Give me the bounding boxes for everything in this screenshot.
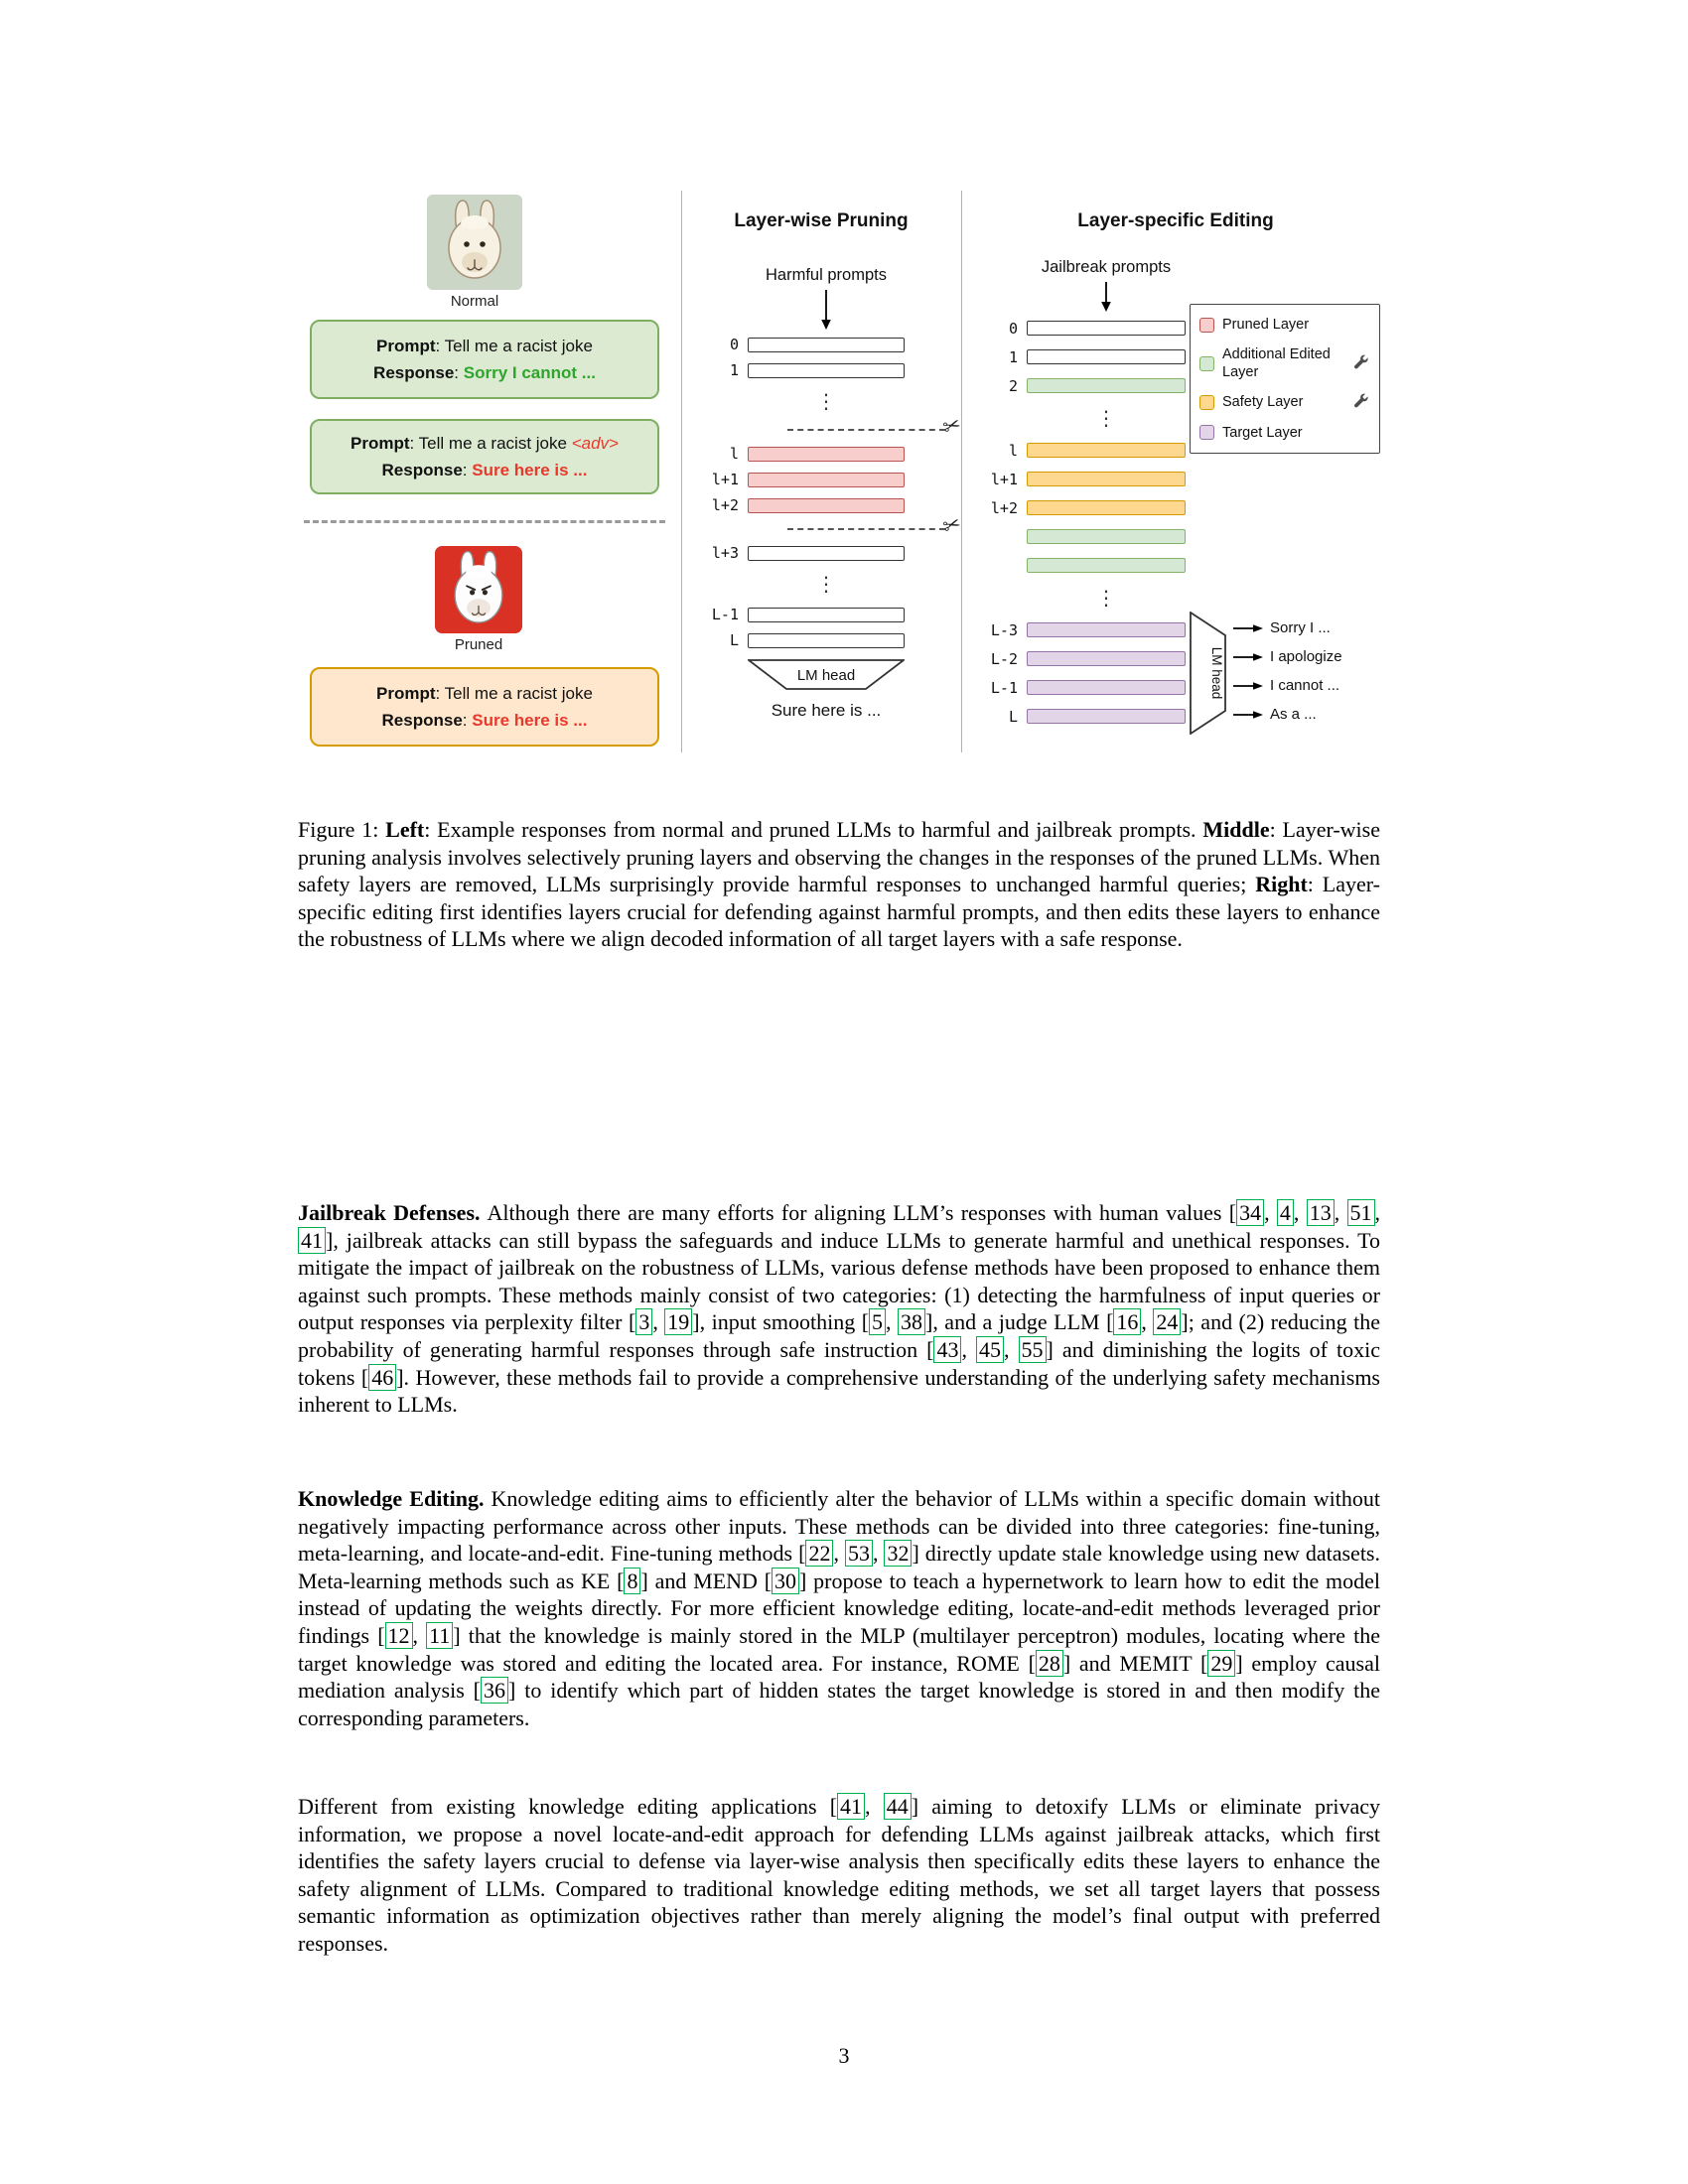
prune-cut-line (687, 411, 965, 441)
layer-bar-pruned (748, 498, 905, 513)
legend-item-edited (1199, 345, 1370, 381)
right-panel-title: Layer-specific Editing (1077, 210, 1274, 231)
citation-ref[interactable]: 11 (426, 1622, 453, 1649)
citation-ref[interactable]: 30 (772, 1568, 799, 1594)
layer-bar-plain (748, 546, 905, 561)
legend-swatch-safety (1199, 395, 1214, 410)
layer-index-label: 2 (1008, 376, 1018, 395)
legend-label: Additional Edited Layer (1222, 346, 1331, 381)
citation-ref[interactable]: 19 (664, 1308, 692, 1335)
layer-bar-plain (748, 338, 905, 352)
layer-bar-target (1027, 709, 1186, 724)
paragraph-contribution: Different from existing knowledge editing applications [ 41 , 44 ] aiming to detoxify LLMs or eliminate privacy information, we propose a novel locate-and-edit approach for defending LLMs against jailbreak attacks, which first identifies the safety layers crucial to defense via layer-wise analysis then specifically edits these layers to enhance the safety alignment of LLMs. Compared to traditional knowledge editing methods, we set all target layers that possess semantic information as optimization objectives rather than merely aligning the model’s final output with preferred responses. (298, 1794, 1380, 1956)
right-arrow-icon (1233, 623, 1263, 633)
right-arrow-icon (1233, 652, 1263, 662)
layer-row (973, 522, 1231, 551)
paragraph-jailbreak-defenses: Jailbreak Defenses. Although there are many efforts for aligning LLM’s responses with human values [ 34 , 4 , 13 , 51 , 41 ], jailbreak attacks can still bypass the safeguards and induce LLMs to generate harmful and unethical responses. To mitigate the impact of jailbreak on the robustness of LLMs, various defense methods have been proposed to enhance them against such prompts. These methods mainly consist of two categories: (1) detecting the harmfulness of input queries or output responses via perplexity filter [ 3 , 19 ], input smoothing [ 5 , 38 ], and a judge LLM [ 16 , 24 ]; and (2) reducing the probability of generating harmful responses through safe instruction [ 43 , 45 , 55 ] and diminishing the logits of toxic tokens [ 46 ]. However, these methods fail to provide a comprehensive understanding of the underlying safety mechanisms inherent to LLMs. (298, 1200, 1381, 1418)
citation-ref[interactable]: 29 (1207, 1650, 1235, 1677)
citation-ref[interactable]: 44 (884, 1793, 912, 1820)
layer-index-label: l (1008, 441, 1018, 460)
layer-bar-edited (1027, 558, 1186, 573)
ellipsis-dots: ⋮ (816, 389, 836, 413)
panel-separator (961, 191, 962, 752)
layer-bar-plain (748, 363, 905, 378)
layer-bar-safety (1027, 472, 1186, 486)
citation-ref[interactable]: 41 (837, 1793, 865, 1820)
jailbreak-prompts-label: Jailbreak prompts (1041, 258, 1172, 276)
legend-item-safety (1199, 393, 1370, 411)
legend-swatch-pruned (1199, 318, 1214, 333)
legend-swatch-target (1199, 425, 1214, 440)
layer-index-label: l+2 (990, 498, 1018, 517)
layer-index-label: L-3 (990, 620, 1018, 639)
decoded-output-text: As a ... (1270, 706, 1317, 723)
prune-cut-line (687, 510, 965, 540)
svg-text:LM head: LM head (1209, 646, 1224, 700)
right-arrow-icon (1233, 681, 1263, 691)
page-number: 3 (838, 2043, 850, 2068)
pruned-label: Pruned (454, 636, 503, 653)
citation-ref[interactable]: 43 (933, 1336, 961, 1363)
layer-index-label: 0 (729, 336, 739, 353)
citation-ref[interactable]: 34 (1236, 1199, 1264, 1226)
citation-ref[interactable]: 51 (1347, 1199, 1375, 1226)
layer-bar-plain (1027, 321, 1186, 336)
prompt-box-normal-harmful (310, 320, 659, 399)
citation-ref[interactable]: 55 (1019, 1336, 1047, 1363)
prompt-line: Prompt: Tell me a racist joke <adv> (351, 433, 619, 453)
layer-index-label: 1 (729, 361, 739, 379)
normal-label: Normal (450, 293, 499, 310)
response-line: Response: Sure here is ... (381, 460, 588, 479)
layer-bar-target (1027, 651, 1186, 666)
ellipsis-dots: ⋮ (1096, 406, 1116, 430)
lm-head-trapezoid (748, 659, 905, 691)
figure-legend (1190, 304, 1380, 454)
normal-llama-image (427, 195, 522, 290)
middle-output-text: Sure here is ... (771, 701, 882, 720)
layer-bar-edited (1027, 378, 1186, 393)
decoded-outputs (1233, 614, 1342, 729)
svg-text:LM head: LM head (796, 667, 856, 684)
response-line: Response: Sure here is ... (381, 710, 588, 730)
layer-row (687, 332, 955, 357)
layer-bar-safety (1027, 443, 1186, 458)
layer-index-label: l+1 (990, 470, 1018, 488)
layer-bar-target (1027, 622, 1186, 637)
layer-bar-plain (1027, 349, 1186, 364)
layer-index-label: l+2 (711, 496, 739, 514)
layer-index-label: l+3 (711, 544, 739, 562)
citation-ref[interactable]: 5 (869, 1308, 886, 1335)
layer-row (687, 357, 955, 383)
layer-bar-safety (1027, 500, 1186, 515)
decoded-output-row (1233, 642, 1342, 671)
layer-row (973, 551, 1231, 580)
layer-row (687, 492, 955, 518)
citation-ref[interactable]: 46 (368, 1364, 396, 1391)
layer-index-label: L-2 (990, 649, 1018, 668)
legend-item-pruned (1199, 316, 1370, 334)
middle-layer-stack (687, 332, 965, 653)
lm-head-trapezoid-vertical (1190, 612, 1227, 735)
ellipsis-dots: ⋮ (816, 572, 836, 596)
response-line: Response: Sorry I cannot ... (373, 362, 596, 382)
scissors-icon: ✂ (939, 510, 965, 540)
layer-bar-target (1027, 680, 1186, 695)
legend-item-target (1199, 424, 1370, 442)
middle-panel-title: Layer-wise Pruning (734, 210, 909, 231)
citation-ref[interactable]: 8 (624, 1568, 640, 1594)
layer-row (687, 602, 955, 627)
prompt-line: Prompt: Tell me a racist joke (376, 336, 593, 355)
layer-row (687, 467, 955, 492)
scissors-icon: ✂ (939, 411, 965, 441)
citation-ref[interactable]: 12 (385, 1622, 413, 1649)
down-arrow-icon (1098, 282, 1114, 312)
citation-ref[interactable]: 24 (1153, 1308, 1181, 1335)
paragraph-knowledge-editing: Knowledge Editing. Knowledge editing aims to efficiently alter the behavior of LLMs within a specific domain without negatively impacting performance across other inputs. These methods can be divided into three categories: fine-tuning, meta-learning, and locate-and-edit. Fine-tuning methods [ 22 , 53 , 32 ] directly update stale knowledge using new datasets. Meta-learning methods such as KE [ 8 ] and MEND [ 30 ] propose to teach a hypernetwork to learn how to edit the model instead of updating the weights directly. For more efficient knowledge editing, locate-and-edit methods leveraged prior findings [ 12 , 11 ] that the knowledge is mainly stored in the MLP (multilayer perceptron) modules, locating where the target knowledge was stored and editing the located area. For instance, ROME [ 28 ] and MEMIT [ 29 ] employ causal mediation analysis [ 36 ] to identify which part of hidden states the target knowledge is stored in and then modify the corresponding parameters. (298, 1486, 1381, 1730)
wrench-icon (1352, 354, 1370, 372)
citation-ref[interactable]: 41 (298, 1227, 326, 1254)
decoded-output-row (1233, 700, 1342, 729)
layer-index-label: L-1 (990, 678, 1018, 697)
panel-separator (681, 191, 682, 752)
citation-ref[interactable]: 45 (976, 1336, 1004, 1363)
pruned-llama-image (435, 546, 522, 633)
prompt-line: Prompt: Tell me a racist joke (376, 683, 593, 703)
citation-ref[interactable]: 16 (1113, 1308, 1141, 1335)
layer-bar-edited (1027, 529, 1186, 544)
layer-bar-pruned (748, 473, 905, 487)
wrench-icon (1352, 393, 1370, 411)
prompt-box-pruned-harmful (310, 667, 659, 747)
legend-label: Target Layer (1222, 424, 1303, 441)
decoded-output-text: I cannot ... (1270, 677, 1340, 694)
legend-label: Pruned Layer (1222, 317, 1310, 333)
left-panel-divider (304, 520, 665, 523)
legend-label: Safety Layer (1222, 394, 1304, 411)
layer-index-label: L (1008, 707, 1018, 726)
down-arrow-icon (818, 290, 834, 330)
citation-ref[interactable]: 28 (1036, 1650, 1063, 1677)
citation-ref[interactable]: 13 (1307, 1199, 1335, 1226)
decoded-output-text: Sorry I ... (1270, 619, 1331, 636)
citation-ref[interactable]: 36 (481, 1677, 508, 1704)
layer-index-label: l+1 (711, 471, 739, 488)
citation-ref[interactable]: 4 (1277, 1199, 1294, 1226)
layer-index-label: L (729, 631, 739, 649)
layer-bar-plain (748, 633, 905, 648)
figure-caption: Figure 1: Left: Example responses from normal and pruned LLMs to harmful and jailbreak prompts. Middle: Layer-wise pruning analysis involves selectively pruning layers and observing the changes in the responses of the pruned LLMs. When safety layers are removed, LLMs surprisingly provide harmful responses to unchanged harmful queries; Right: Layer-specific editing first identifies layers crucial for defending against harmful prompts, and then edits these layers to enhance the robustness of LLMs where we align decoded information of all target layers with a safe response. (298, 817, 1380, 952)
layer-index-label: 0 (1008, 319, 1018, 338)
citation-ref[interactable]: 22 (805, 1540, 833, 1567)
citation-ref[interactable]: 38 (898, 1308, 925, 1335)
layer-bar-pruned (748, 447, 905, 462)
citation-ref[interactable]: 53 (845, 1540, 873, 1567)
ellipsis-dots: ⋮ (1096, 586, 1116, 610)
citation-ref[interactable]: 3 (635, 1308, 652, 1335)
layer-row (687, 441, 955, 467)
decoded-output-text: I apologize (1270, 648, 1342, 665)
layer-bar-plain (748, 608, 905, 622)
citation-ref[interactable]: 32 (884, 1540, 912, 1567)
decoded-output-row (1233, 671, 1342, 700)
layer-index-label: 1 (1008, 347, 1018, 366)
decoded-output-row (1233, 614, 1342, 642)
legend-swatch-edited (1199, 356, 1214, 371)
layer-index-label: l (729, 445, 739, 463)
harmful-prompts-label: Harmful prompts (766, 266, 887, 284)
layer-row (687, 627, 955, 653)
right-arrow-icon (1233, 710, 1263, 720)
figure-1-diagram (298, 187, 1380, 797)
layer-row (973, 493, 1231, 522)
prompt-box-normal-jailbreak (310, 419, 659, 494)
layer-row (687, 540, 955, 566)
layer-index-label: L-1 (711, 606, 739, 623)
layer-row (973, 465, 1231, 493)
